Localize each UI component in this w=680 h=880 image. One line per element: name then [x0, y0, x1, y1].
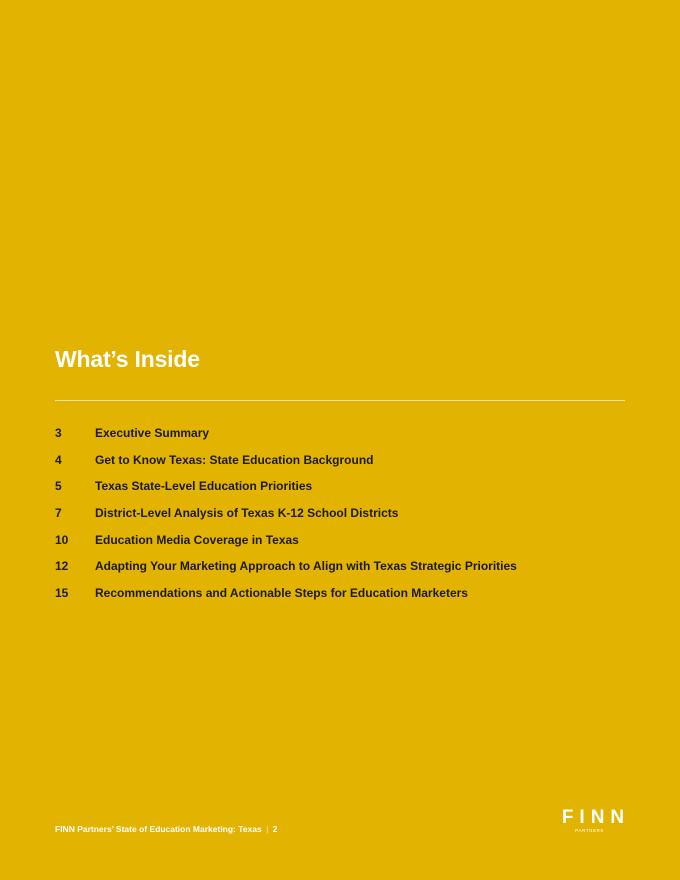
toc-item[interactable] [55, 451, 625, 478]
toc-page-number: 10 [55, 532, 69, 547]
page-title: What’s Inside [55, 346, 200, 372]
footer-page-number: 2 [272, 824, 278, 834]
logo-wordmark: FINN [561, 807, 631, 828]
toc-page-number: 12 [55, 559, 69, 574]
toc-label: Recommendations and Actionable Steps for Education Marketers [95, 586, 468, 601]
footer-separator: | [266, 824, 269, 834]
toc-label: District-Level Analysis of Texas K-12 School Districts [95, 506, 399, 521]
toc-item[interactable] [55, 424, 625, 451]
footer-title: FINN Partners’ State of Education Marketing: Texas [55, 824, 262, 834]
toc-label: Education Media Coverage in Texas [95, 532, 299, 547]
footer [55, 824, 277, 834]
toc-page-number: 7 [55, 506, 62, 521]
toc-item[interactable] [55, 584, 625, 611]
toc-label: Texas State-Level Education Priorities [95, 479, 313, 494]
toc-label: Adapting Your Marketing Approach to Align with Texas Strategic Priorities [95, 559, 517, 574]
toc-item[interactable] [55, 531, 625, 558]
toc-page-number: 15 [55, 586, 69, 601]
finn-partners-logo [560, 807, 631, 834]
toc-item[interactable] [55, 504, 625, 531]
table-of-contents [55, 424, 625, 611]
toc-page-number: 5 [55, 479, 62, 494]
toc-page-number: 3 [55, 426, 62, 440]
toc-page-number: 4 [55, 452, 62, 467]
divider [55, 400, 625, 401]
toc-item[interactable] [55, 477, 625, 504]
toc-label: Get to Know Texas: State Education Background [95, 452, 374, 467]
logo-subtext: PARTNERS [575, 828, 604, 833]
toc-label: Executive Summary [95, 426, 210, 440]
toc-item[interactable] [55, 557, 625, 584]
